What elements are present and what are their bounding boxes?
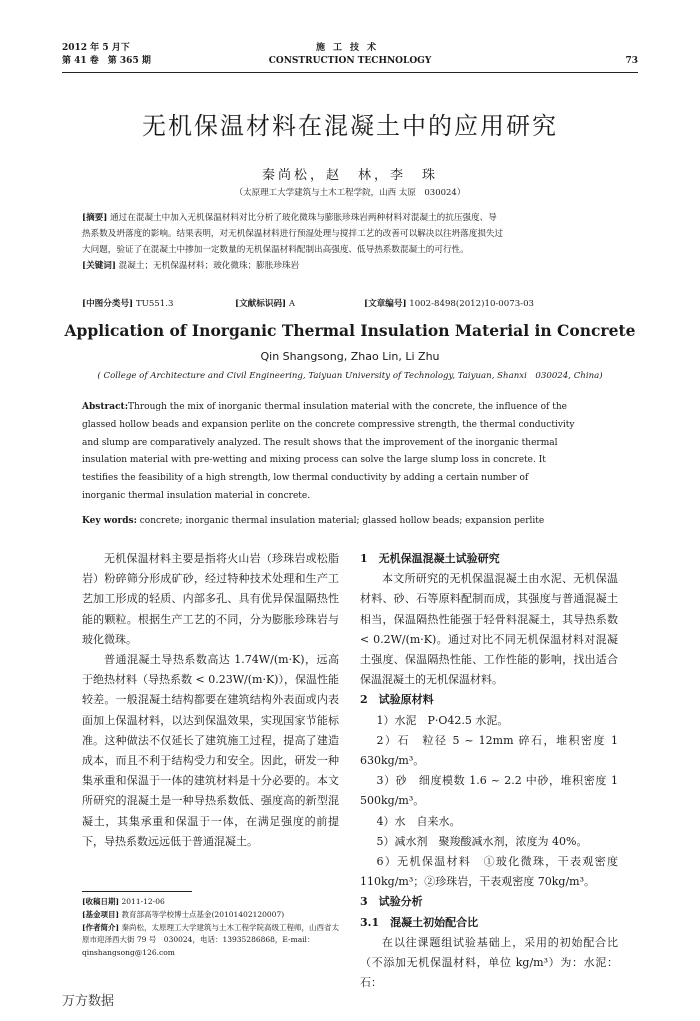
footnote-fund-label: [基金项目] bbox=[82, 909, 120, 919]
document-code bbox=[235, 297, 295, 309]
abstract-zh-line bbox=[82, 210, 618, 226]
authors-zh: 秦尚松，赵 林，李 珠 bbox=[261, 168, 438, 183]
footnote-received-text: 2011-12-06 bbox=[121, 897, 165, 906]
footnote-author-label: [作者简介] bbox=[82, 922, 120, 932]
footnote-author-text: 秦尚松，太原理工大学建筑与土木工程学院高级工程师，山西省太原市迎泽西大街 79 号 030024，电话：13935286868，E-mail：qinshangsong@126.com bbox=[82, 922, 339, 958]
journal-name bbox=[62, 42, 638, 68]
title-zh: 无机保温材料在混凝土中的应用研究 bbox=[142, 112, 558, 140]
footnote-author bbox=[82, 922, 340, 960]
footnote-fund-text: 教育部高等学校博士点基金(20101402120007) bbox=[121, 909, 285, 919]
body-paragraph: 普通混凝土导热系数高达 1.74W/(m·K)，远高于绝热材料（导热系数 < 0.23W/(m·K)），保温性能较差。一般混凝土结构都要在建筑结构外表面或内表面加上保温材料，以达到保温效果，实现国家节能标准。这种做法不仅延长了建筑施工过程，提高了建造成本，而且不利于结构受力和安全。因此，研发一种集承重和保温于一体的建筑材料是十分必要的。本文所研究的混凝土是一种导热系数低、强度高的新型混凝土，其集承重和保温于一体，在满足强度的前提下，导热系数远远低于普通混凝土。 bbox=[82, 653, 339, 848]
article-number-value: 1002-8498(2012)10-0073-03 bbox=[409, 299, 535, 309]
abstract-en-line: glassed hollow beads and expansion perlite on the concrete compressive strength, the thermal conductivity bbox=[82, 419, 575, 430]
abstract-en bbox=[82, 399, 618, 506]
keywords-en-label: Key words: bbox=[82, 516, 137, 526]
running-header bbox=[62, 36, 638, 78]
material-item: 4）水 自来水。 bbox=[376, 814, 461, 828]
abstract-en-line bbox=[82, 399, 618, 417]
keywords-zh-text: 混凝土；无机保温材料；玻化微珠；膨胀珍珠岩 bbox=[118, 261, 300, 271]
authors-en: Qin Shangsong, Zhao Lin, Li Zhu bbox=[260, 350, 440, 363]
section-heading: 3 试验分析 bbox=[360, 895, 423, 909]
subsection-heading: 3.1 混凝土初始配合比 bbox=[360, 915, 479, 929]
affiliation-zh: （太原理工大学建筑与土木工程学院，山西 太原 030024） bbox=[234, 188, 466, 198]
abstract-zh-line: 热系数及坍落度的影响。结果表明，对无机保温材料进行预湿处理与搅拌工艺的改善可以解决以往坍落度损失过 bbox=[82, 229, 504, 239]
abstract-zh bbox=[82, 210, 618, 274]
abstract-en-label: Abstract: bbox=[82, 402, 129, 412]
affiliation-en: ( College of Architecture and Civil Engineering, Taiyuan University of Technology, Taiyuan, Shanxi 030024, China) bbox=[97, 371, 603, 381]
abstract-en-line: and slump are comparatively analyzed. The result shows that the improvement of the inorganic thermal bbox=[82, 437, 558, 448]
section-heading: 1 无机保温混凝土试验研究 bbox=[360, 552, 500, 565]
watermark: 万方数据 bbox=[62, 994, 115, 1009]
keywords-zh bbox=[82, 258, 618, 274]
document-code-label: [文献标识码] bbox=[235, 299, 287, 309]
material-item: 5）减水剂 聚羧酸减水剂，浓度为 40%。 bbox=[376, 834, 588, 848]
section-heading: 2 试验原材料 bbox=[360, 693, 434, 707]
classification-number bbox=[82, 297, 173, 309]
body-paragraph: 无机保温材料主要是指将火山岩（珍珠岩或松脂岩）粉碎筛分形成矿砂，经过特种技术处理和生产工艺加工形成的轻质、内部多孔、具有优异保温隔热性能的颗粒。根据生产工艺的不同，分为膨胀珍珠岩与玻化微珠。 bbox=[82, 552, 339, 646]
journal-name-zh: 施工技术 bbox=[315, 43, 384, 53]
body-left-column bbox=[82, 549, 339, 852]
abstract-zh-label: [摘要] bbox=[82, 213, 108, 223]
body-right-column bbox=[360, 549, 618, 993]
issue-date: 2012 年 5 月下 bbox=[62, 43, 130, 53]
abstract-en-line: testifies the feasibility of a high strength, low thermal conductivity by adding a certain number of bbox=[82, 473, 529, 484]
abstract-zh-line: 大问题，验证了在混凝土中掺加一定数量的无机保温材料配制出高强度、低导热系数混凝土的可行性。 bbox=[82, 245, 469, 255]
document-code-value: A bbox=[288, 299, 296, 309]
journal-name-en: CONSTRUCTION TECHNOLOGY bbox=[268, 56, 432, 66]
abstract-en-line: inorganic thermal insulation material in concrete. bbox=[82, 490, 311, 501]
issue-volume: 第 41 卷 第 365 期 bbox=[62, 56, 151, 66]
title-en: Application of Inorganic Thermal Insulation Material in Concrete bbox=[64, 321, 636, 340]
article-number-label: [文章编号] bbox=[364, 299, 407, 309]
footnote-received bbox=[82, 896, 340, 909]
article-number bbox=[364, 297, 534, 309]
keywords-en-text: concrete; inorganic thermal insulation material; glassed hollow beads; expansion perlite bbox=[139, 516, 545, 526]
material-item: 2）石 粒径 5 ~ 12mm 碎石，堆积密度 1 630kg/m³。 bbox=[360, 733, 618, 768]
keywords-zh-label: [关键词] bbox=[82, 261, 116, 271]
footnote-received-label: [收稿日期] bbox=[82, 897, 120, 906]
material-item: 1）水泥 P·O42.5 水泥。 bbox=[376, 713, 509, 727]
body-paragraph: 在以往课题组试验基础上，采用的初始配合比（不添加无机保温材料，单位 kg/m³）为：水泥：石： bbox=[360, 935, 618, 990]
footnotes bbox=[82, 896, 340, 960]
keywords-en bbox=[82, 516, 622, 526]
header-rule bbox=[62, 72, 638, 73]
material-item: 6）无机保温材料 ①玻化微珠，干表观密度 110kg/m³；②珍珠岩，干表观密度 70kg/m³。 bbox=[360, 855, 618, 889]
abstract-en-line: insulation material with pre-wetting and mixing process can solve the large slump loss in concrete. It bbox=[82, 455, 546, 466]
abstract-zh-text: 通过在混凝土中加入无机保温材料对比分析了玻化微珠与膨胀珍珠岩两种材料对混凝土的抗压强度、导 bbox=[110, 213, 497, 223]
page-number: 73 bbox=[625, 56, 638, 66]
footnote-fund bbox=[82, 909, 340, 922]
abstract-en-text: Through the mix of inorganic thermal insulation material with the concrete, the influence of the bbox=[128, 402, 567, 412]
body-paragraph: 本文所研究的无机保温混凝土由水泥、无机保温材料、砂、石等原料配制而成，其强度与普通混凝土相当，保温隔热性能强于轻骨料混凝土，其导热系数 < 0.2W/(m·K)。通过对比不同无机保温材料对混凝土强度、保温隔热性能、工作性能的影响，找出适合保温混凝土的无机保温材料。 bbox=[360, 572, 618, 687]
material-item: 3）砂 细度模数 1.6 ~ 2.2 中砂，堆积密度 1 500kg/m³。 bbox=[360, 774, 618, 808]
classification-value: TU551.3 bbox=[135, 299, 174, 309]
classification-label: [中图分类号] bbox=[82, 299, 134, 309]
footnote-rule bbox=[82, 891, 192, 892]
